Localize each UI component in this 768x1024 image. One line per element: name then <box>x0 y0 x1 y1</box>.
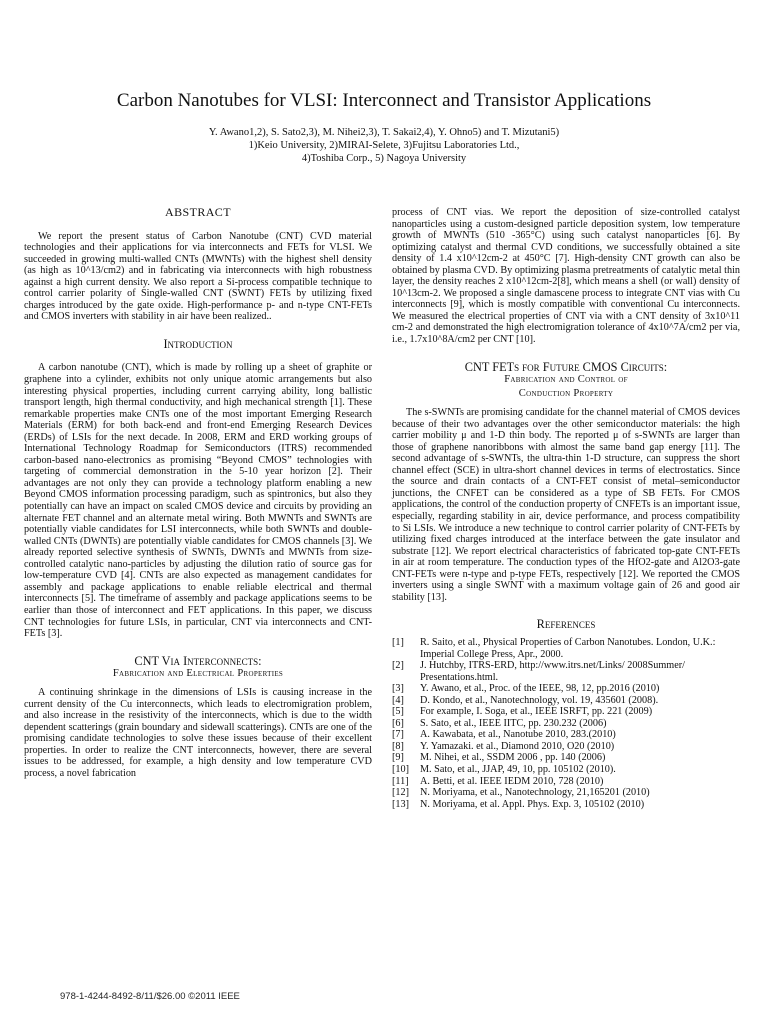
reference-item <box>392 695 740 707</box>
reference-item <box>392 637 740 660</box>
reference-number: [2] <box>392 660 404 672</box>
reference-item <box>392 729 740 741</box>
reference-number: [9] <box>392 752 404 764</box>
abstract-heading: ABSTRACT <box>165 205 231 219</box>
reference-text: For example, I. Soga, et al., IEEE ISRFT, pp. 221 (2009) <box>420 706 653 718</box>
reference-text: A. Kawabata, et al., Nanotube 2010, 283.(2010) <box>420 729 616 741</box>
reference-number: [8] <box>392 740 404 752</box>
introduction-heading: Introduction <box>163 336 233 351</box>
reference-text: Y. Yamazaki. et al., Diamond 2010, O20 (2010) <box>420 740 615 752</box>
fet-section-heading: CNT FETs for Future CMOS Circuits: <box>464 359 668 374</box>
reference-list <box>392 637 740 810</box>
reference-number: [12] <box>392 787 409 799</box>
fet-section-subheading-2: Conduction Property <box>518 388 614 400</box>
reference-number: [13] <box>392 798 409 810</box>
abstract-text: We report the present status of Carbon Nanotube (CNT) CVD material technologies and their applications for via interconnects and FETs for VLSI. We succeeded in growing multi-walled CNTs (MWNTs) with the highest shell density (as high as 10^13/cm2) and in fabricating via interconnects with high robustness against a high current density. We also report a Si-process compatible technique to control carrier polarity of Single-walled CNT (SWNT) FETs by utilizing fixed charges introduced by the gate oxide. High-performance p- and n-type CNT-FETs and CMOS inverters with stability in air have been realized.. <box>24 230 372 323</box>
reference-item <box>392 787 740 799</box>
left-column <box>24 207 372 780</box>
reference-number: [1] <box>392 636 404 648</box>
reference-number: [11] <box>392 775 409 787</box>
reference-item <box>392 718 740 730</box>
reference-number: [6] <box>392 717 404 729</box>
reference-item <box>392 706 740 718</box>
author-list: Y. Awano1,2), S. Sato2,3), M. Nihei2,3), T. Sakai2,4), Y. Ohno5) and T. Mizutani5) <box>208 127 560 138</box>
reference-item <box>392 741 740 753</box>
via-section-heading: CNT Via Interconnects: <box>134 653 262 668</box>
reference-text: D. Kondo, et al., Nanotechnology, vol. 19, 435601 (2008). <box>420 694 659 706</box>
copyright-footer: 978-1-4244-8492-8/11/$26.00 ©2011 IEEE <box>60 991 240 1002</box>
references-heading: References <box>536 617 596 632</box>
reference-text: A. Betti, et al. IEEE IEDM 2010, 728 (2010) <box>420 775 604 787</box>
via-section-text-continued: process of CNT vias. We report the deposition of size-controlled catalyst nanoparticles using a custom-designed particle deposition system, low temperature growth of MWNTs (510 -365°C) using such catalyst nanoparticles [6]. By optimizing catalyst and thermal CVD conditions, we successfully obtained a site density of 1.4 x10^12cm-2 at 450°C [7]. High-density CNT growth can also be obtained by plasma CVD. By optimizing plasma pretreatments of catalytic metal thin layer, the density reaches 2 x10^12cm-2[8], which means a shell (or wall) density of 10^13cm-2. We proposed a single damascene process to integrate CNT vias with Cu interconnects [9], which is mostly compatible with conventional Cu interconnects. We measured the electrical properties of CNT via with a CNT density of 3x10^11 cm-2 and demonstrated the high electromigration tolerance of 4x10^7A/cm2 per via, i.e., 1.7x10^8A/cm2 per CNT [10]. <box>392 207 740 346</box>
paper-title: Carbon Nanotubes for VLSI: Interconnect and Transistor Applications <box>116 90 652 111</box>
reference-number: [5] <box>392 706 404 718</box>
reference-item <box>392 764 740 776</box>
reference-item <box>392 752 740 764</box>
reference-number: [3] <box>392 683 404 695</box>
introduction-text: A carbon nanotube (CNT), which is made by rolling up a sheet of graphite or graphene into a cylinder, exhibits not only unique atomic arrangements but also interesting physical properties, including current carrying ability, long ballistic transport length, high thermal conductivity, and high mechanical strength [1]. These remarkable properties make CNTs one of the most important Emerging Research Materials (ERM) for both back-end and front-end Emerging Research Devices (ERDs) of LSIs for the next decade. In 2008, ERM and ERD working groups of International Technology Roadmap for Semiconductors (ITRS) recommended carbon-based nano-electronics as promising “Beyond CMOS” technologies with targeting of commercial demonstration in the 5-10 year horizon [2]. Their advantages are not only they can provide a technology platform enabling a new Beyond CMOS information processing paradigm, such as spintronics, but also they potentially can have an impact on scaled CMOS device and circuits by providing an alternate FET channel and an alternate metal wiring. Both MWNTs and SWNTs are potentially viable candidates for LSI interconnects, while both SWNTs and double-walled CNTs (DWNTs) are potentially viable candidates for CMOS channels [3]. We already reported selective synthesis of SWNTs, DWNTs and MWNTs from size-controlled catalytic nano-particles by adjusting the dilution ratio of source gas for low-temperature CVD [4]. CNTs are also expected as management candidates for assembly and package applications to enable reliable electrical and thermal interconnects [5]. The timeframe of assembly and package applications seems to be earlier than those of interconnect and FET applications. In this paper, we discuss CNT technologies for future LSIs, in particular, CNT via interconnects and CNT-FETs [3]. <box>24 362 372 640</box>
right-column <box>392 207 740 810</box>
via-section-subheading: Fabrication and Electrical Properties <box>112 668 284 680</box>
reference-number: [10] <box>392 763 409 775</box>
reference-number: [7] <box>392 729 404 741</box>
affiliation-line-1: 1)Keio University, 2)MIRAI-Selete, 3)Fujitsu Laboratories Ltd., <box>248 140 520 151</box>
reference-text: N. Moriyama, et al., Nanotechnology, 21,165201 (2010) <box>420 787 650 799</box>
reference-text: M. Sato, et al., JJAP, 49, 10, pp. 105102 (2010). <box>420 763 616 775</box>
reference-item <box>392 776 740 788</box>
fet-section-text: The s-SWNTs are promising candidate for the channel material of CMOS devices because of their two advantages over the other semiconductor materials: the high carrier mobility μ and 1-D thin body. The reported μ of s-SWNTs are larger than those of graphene nanoribbons with almost the same band gap energy [11]. The second advantage of s-SWNTs, the ultra-thin 1-D structure, can suppress the short channel effect (SCE) in ultra-short channel devices in terms of electrostatics. Since the source and drain contacts of a CNT-FET consist of metal–semiconductor junctions, the CNFET can be considered as a type of SB FETs. For CMOS applications, the control of the conduction property of CNFETs is an important issue, especially, regarding stability in air, device performance, and process compatibility to Si LSIs. We introduce a new technique to control carrier polarity of CNT-FETs by utilizing fixed charges introduced at the interface between the gate insulator and substrate [12]. We report electrical characteristics of fabricated top-gate CNT-FETs in air at room temperature. The conduction types of the HfO2-gate and Al2O3-gate CNT-FETs were n-type and p-type FETs, respectively [12]. We reported the CMOS inverters using a single SWNT with a maximum voltage gain of 26 and good air stability [13]. <box>392 407 740 603</box>
reference-text: J. Hutchby, ITRS-ERD, http://www.itrs.net/Links/ 2008Summer/ Presentations.html. <box>420 660 685 683</box>
reference-item <box>392 660 740 683</box>
reference-text: N. Moriyama, et al. Appl. Phys. Exp. 3, 105102 (2010) <box>420 798 645 810</box>
reference-number: [4] <box>392 694 404 706</box>
reference-item <box>392 683 740 695</box>
reference-text: R. Saito, et al., Physical Properties of Carbon Nanotubes. London, U.K.: Imperial College Press, Apr., 2000. <box>420 636 716 660</box>
via-section-text: A continuing shrinkage in the dimensions of LSIs is causing increase in the current density of the Cu interconnects, which leads to electromigration problem, and also increase in the resistivity of the interconnects, which is due to the width dependent scatterings (grain boundary and sidewall scatterings). CNTs are one of the promising candidate technologies to solve these issues because of their excellent properties. In order to realize the CNT interconnects, however, there are several issues to be addressed, for example, a high density and low temperature CVD process, a novel fabrication <box>24 687 372 779</box>
reference-item <box>392 799 740 811</box>
reference-text: M. Nihei, et al., SSDM 2006 , pp. 140 (2006) <box>420 752 606 764</box>
reference-text: S. Sato, et al., IEEE IITC, pp. 230.232 (2006) <box>420 717 607 729</box>
reference-text: Y. Awano, et al., Proc. of the IEEE, 98, 12, pp.2016 (2010) <box>420 683 660 695</box>
fet-section-subheading-1: Fabrication and Control of <box>504 374 628 386</box>
affiliation-line-2: 4)Toshiba Corp., 5) Nagoya University <box>301 153 467 164</box>
